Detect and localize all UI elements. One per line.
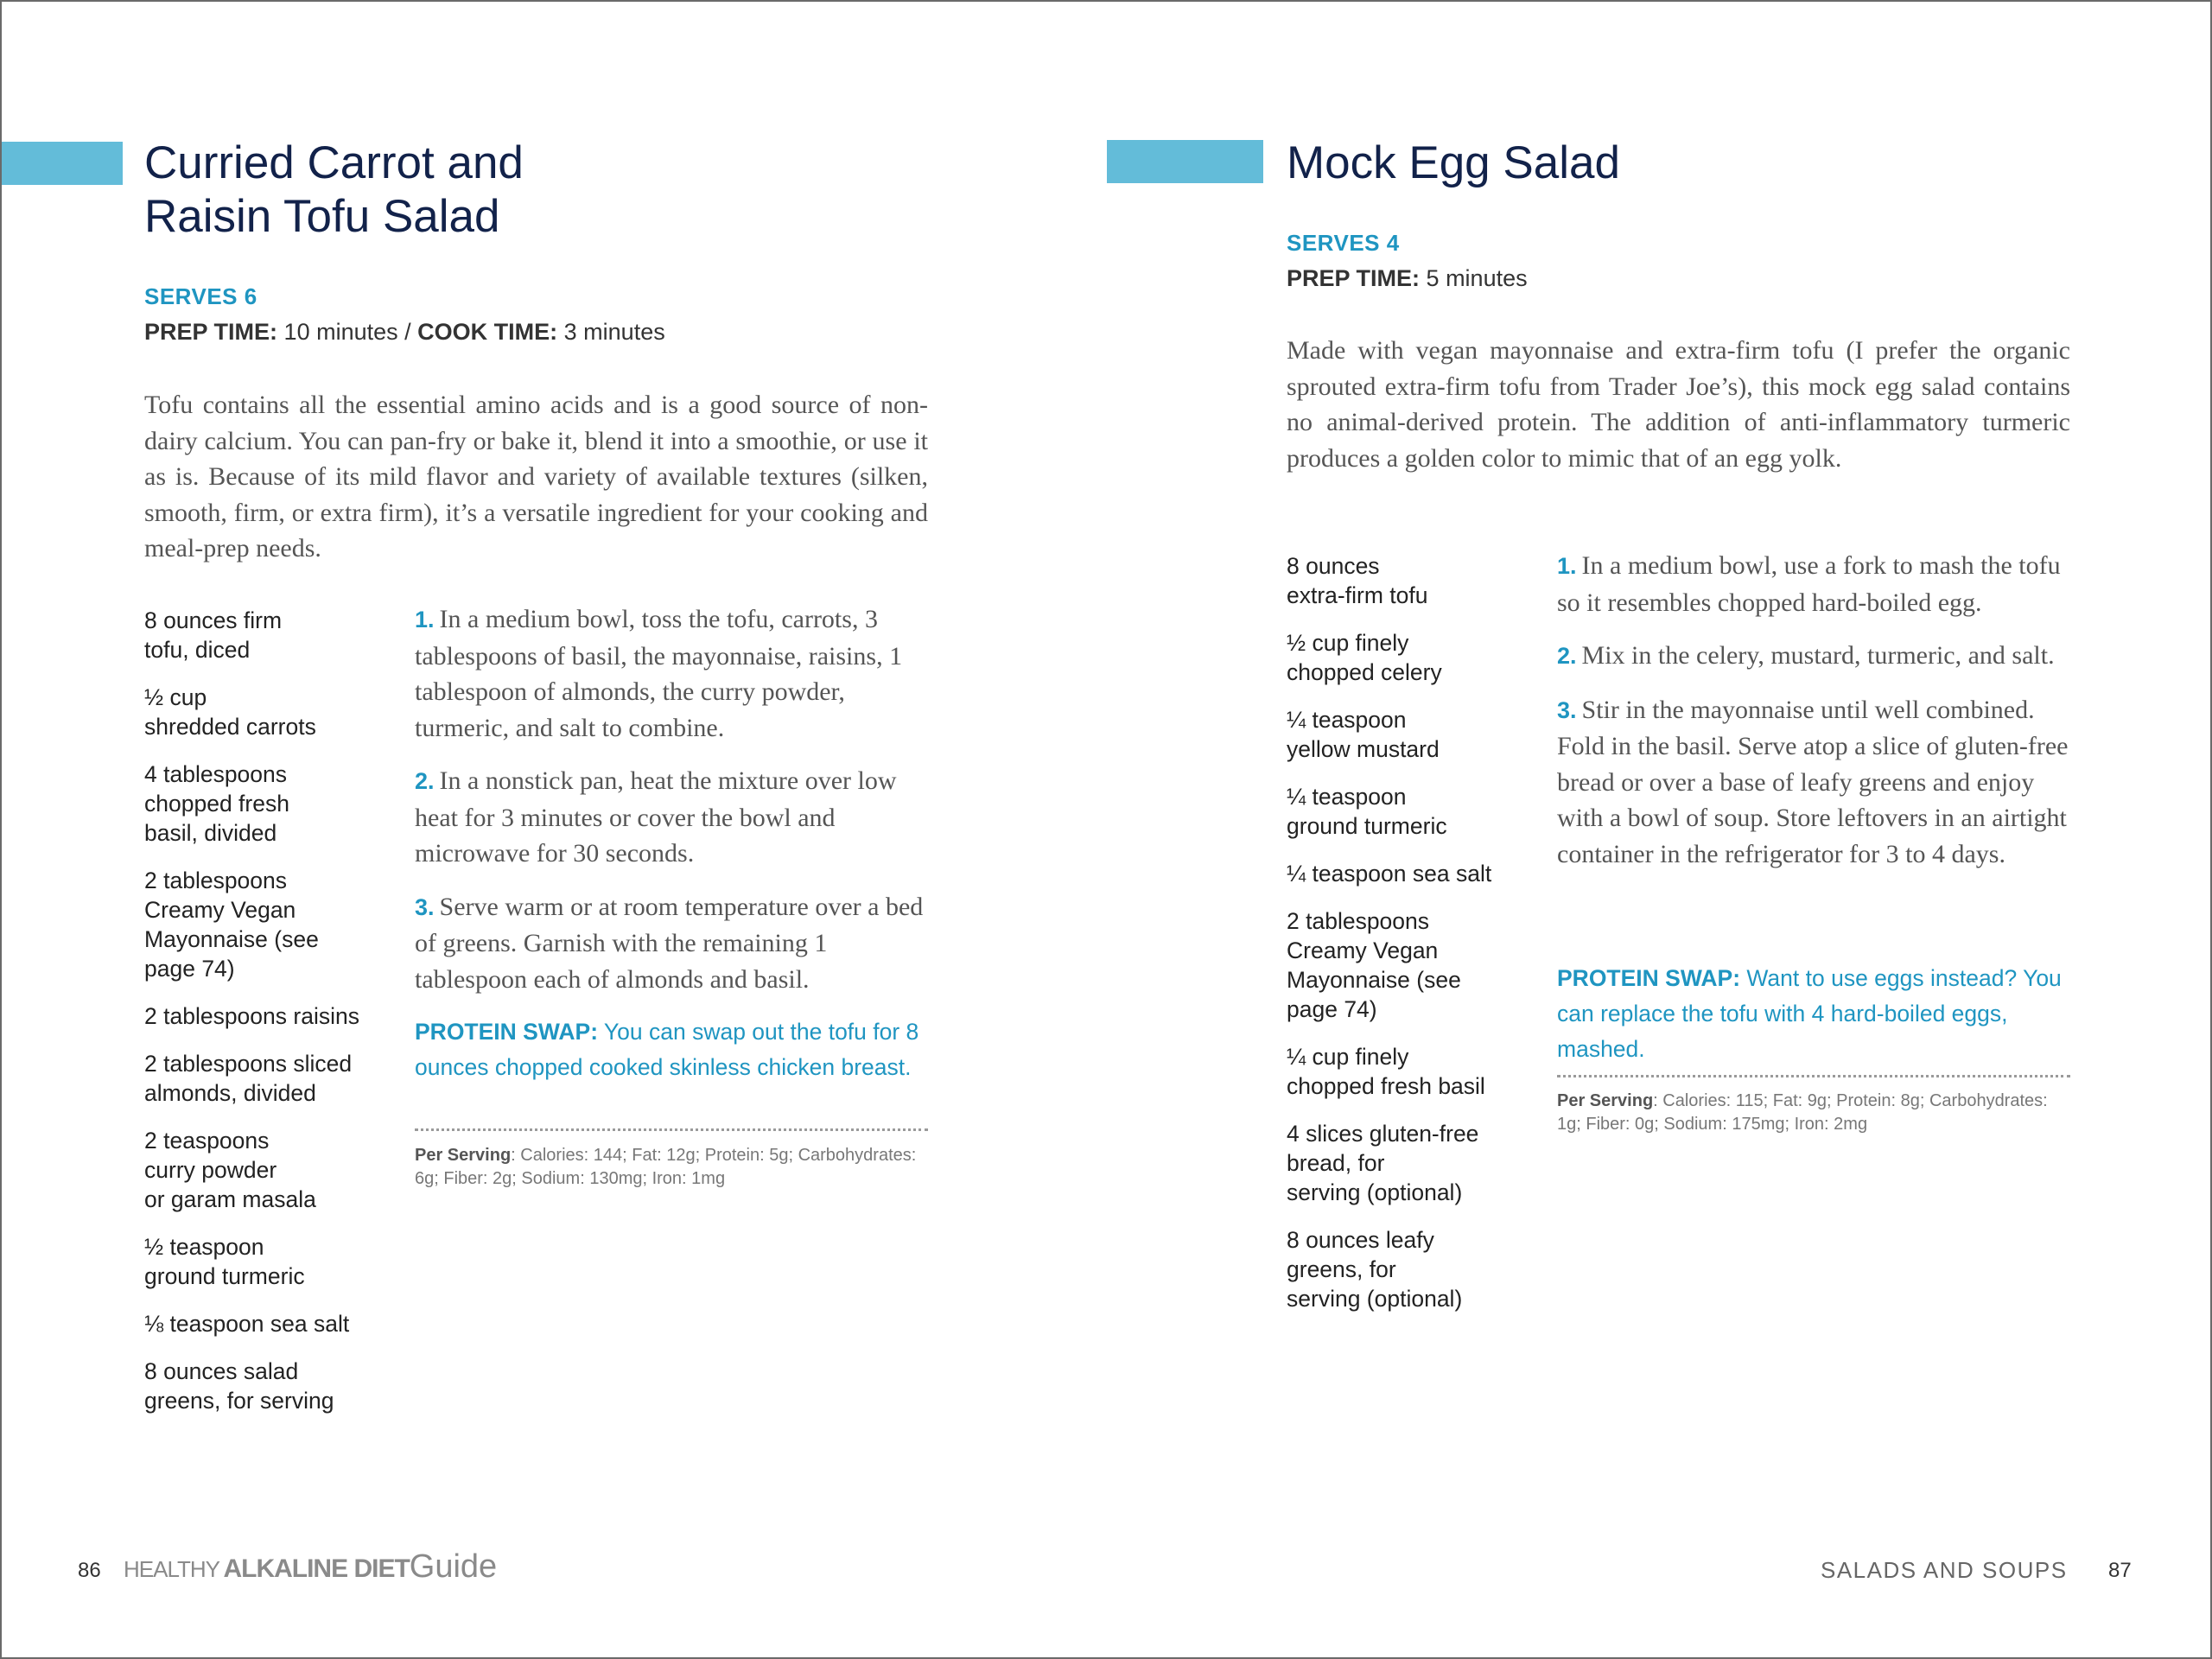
right-per-serving bbox=[1557, 1090, 2070, 1136]
left-cook-value: 3 minutes bbox=[563, 319, 665, 345]
step-number: 1. bbox=[1557, 553, 1577, 579]
step-item bbox=[415, 889, 926, 998]
step-number: 2. bbox=[415, 768, 435, 794]
ingredient-item: ¼ teaspoon sea salt bbox=[1287, 861, 1492, 887]
right-per-serving-text: : Calories: 115; Fat: 9g; Protein: 8g; Carbohydrates: 1g; Fiber: 0g; Sodium: 175mg; Iron: 2mg bbox=[1557, 1091, 2048, 1134]
step-text: Serve warm or at room temperature over a bed of greens. Garnish with the remaining 1 tablespoon each of almonds and basil. bbox=[415, 892, 924, 994]
left-swap-text: You can swap out the tofu for 8 ounces chopped cooked skinless chicken breast. bbox=[415, 1019, 919, 1080]
left-serves: SERVES 6 bbox=[144, 283, 257, 309]
right-protein-swap bbox=[1557, 961, 2075, 1067]
left-recipe-title bbox=[144, 137, 922, 244]
step-text: In a nonstick pan, heat the mixture over low heat for 3 minutes or cover the bowl and microwave for 30 seconds. bbox=[415, 766, 897, 868]
right-serves: SERVES 4 bbox=[1287, 230, 1400, 256]
left-title-line-1: Curried Carrot and bbox=[144, 137, 524, 188]
brand-guide: Guide bbox=[409, 1548, 498, 1585]
ingredient-item: 4 slices gluten-free bread, for serving (optional) bbox=[1287, 1121, 1479, 1205]
left-prep-value: 10 minutes / bbox=[283, 319, 411, 345]
ingredient-item: 2 tablespoons Creamy Vegan Mayonnaise (see page 74) bbox=[1287, 908, 1461, 1022]
right-accent-bar bbox=[1107, 140, 1263, 183]
left-title-line-2: Raisin Tofu Salad bbox=[144, 191, 500, 242]
right-prep-label: PREP TIME: bbox=[1287, 265, 1421, 291]
ingredient-item: ¼ teaspoon ground turmeric bbox=[1287, 784, 1447, 839]
left-swap-label: PROTEIN SWAP: bbox=[415, 1019, 599, 1045]
book-brand bbox=[124, 1548, 497, 1586]
left-accent-bar bbox=[2, 142, 123, 185]
step-number: 2. bbox=[1557, 643, 1577, 669]
ingredient-item: 8 ounces salad greens, for serving bbox=[144, 1358, 334, 1414]
right-times bbox=[1287, 265, 1528, 292]
left-cook-label: COOK TIME: bbox=[417, 319, 558, 345]
left-per-serving bbox=[415, 1144, 925, 1191]
left-ingredient-list bbox=[144, 606, 395, 1433]
ingredient-item: 8 ounces extra-firm tofu bbox=[1287, 553, 1428, 608]
right-intro: Made with vegan mayonnaise and extra-firm tofu (I prefer the organic sprouted extra-firm tofu from Trader Joe’s), this mock egg salad contains no animal-derived protein. The addition of anti-inflammatory turmeric produces a golden color to mimic that of an egg yolk. bbox=[1287, 336, 2070, 473]
step-item bbox=[1557, 638, 2075, 675]
left-per-serving-text: : Calories: 144; Fat: 12g; Protein: 5g; Carbohydrates: 6g; Fiber: 2g; Sodium: 130mg; Iron: 1mg bbox=[415, 1146, 917, 1188]
ingredient-item: ¼ cup finely chopped fresh basil bbox=[1287, 1044, 1485, 1099]
brand-healthy: HEALTHY bbox=[124, 1556, 219, 1582]
ingredient-item: 8 ounces firm tofu, diced bbox=[144, 607, 283, 663]
ingredient-item: 2 tablespoons sliced almonds, divided bbox=[144, 1051, 353, 1106]
right-swap-label: PROTEIN SWAP: bbox=[1557, 965, 1741, 991]
right-swap-text: Want to use eggs instead? You can replace the tofu with 4 hard-boiled eggs, mashed. bbox=[1557, 965, 2062, 1062]
ingredient-item: ¼ teaspoon yellow mustard bbox=[1287, 707, 1440, 762]
left-times bbox=[144, 319, 665, 346]
right-dotted-divider bbox=[1557, 1075, 2070, 1077]
left-step-list bbox=[415, 601, 926, 1014]
step-number: 3. bbox=[415, 893, 435, 920]
ingredient-item: ½ cup finely chopped celery bbox=[1287, 630, 1442, 685]
brand-alkaline-diet: ALKALINE DIET bbox=[223, 1554, 410, 1583]
step-item bbox=[1557, 548, 2075, 620]
step-text: In a medium bowl, toss the tofu, carrots, 3 tablespoons of basil, the mayonnaise, raisins, 1 tablespoon of almonds, the curry powder, turmeric, and salt to combine. bbox=[415, 605, 903, 742]
ingredient-item: ½ cup shredded carrots bbox=[144, 684, 316, 740]
ingredient-item: 2 tablespoons raisins bbox=[144, 1003, 359, 1029]
section-name: SALADS AND SOUPS bbox=[1821, 1557, 2068, 1583]
step-number: 3. bbox=[1557, 696, 1577, 723]
left-protein-swap bbox=[415, 1014, 925, 1085]
ingredient-item: 2 tablespoons Creamy Vegan Mayonnaise (see page 74) bbox=[144, 868, 319, 982]
step-item bbox=[415, 601, 926, 746]
ingredient-item: ½ teaspoon ground turmeric bbox=[144, 1234, 305, 1289]
step-text: In a medium bowl, use a fork to mash the tofu so it resembles chopped hard-boiled egg. bbox=[1557, 551, 2061, 617]
ingredient-item: 2 teaspoons curry powder or garam masala bbox=[144, 1128, 316, 1212]
right-recipe-title: Mock Egg Salad bbox=[1287, 137, 1620, 188]
left-dotted-divider bbox=[415, 1128, 928, 1131]
left-prep-label: PREP TIME: bbox=[144, 319, 278, 345]
right-page-number: 87 bbox=[2108, 1559, 2132, 1582]
right-prep-value: 5 minutes bbox=[1426, 265, 1528, 291]
left-intro: Tofu contains all the essential amino acids and is a good source of non-dairy calcium. You can pan-fry or bake it, blend it into a smoothie, or use it as is. Because of its mild flavor and variety of available textures (silken, smooth, firm, or extra firm), it’s a versatile ingredient for your cooking and meal-prep needs. bbox=[144, 391, 928, 563]
step-item bbox=[415, 763, 926, 872]
ingredient-item: ⅛ teaspoon sea salt bbox=[144, 1311, 350, 1337]
right-step-list bbox=[1557, 548, 2075, 889]
ingredient-item: 4 tablespoons chopped fresh basil, divided bbox=[144, 761, 289, 846]
right-per-serving-label: Per Serving bbox=[1557, 1091, 1654, 1110]
step-item bbox=[1557, 692, 2075, 873]
right-ingredient-list bbox=[1287, 551, 1537, 1332]
step-text: Mix in the celery, mustard, turmeric, and salt. bbox=[1581, 641, 2055, 670]
ingredient-item: 8 ounces leafy greens, for serving (optional) bbox=[1287, 1227, 1463, 1312]
step-number: 1. bbox=[415, 607, 435, 632]
left-page-number: 86 bbox=[78, 1559, 101, 1582]
step-text: Stir in the mayonnaise until well combined. Fold in the basil. Serve atop a slice of gluten-free bread or over a base of leafy greens and enjoy with a bowl of soup. Store leftovers in an airtight container in the refrigerator for 3 to 4 days. bbox=[1557, 695, 2069, 868]
left-per-serving-label: Per Serving bbox=[415, 1146, 512, 1165]
